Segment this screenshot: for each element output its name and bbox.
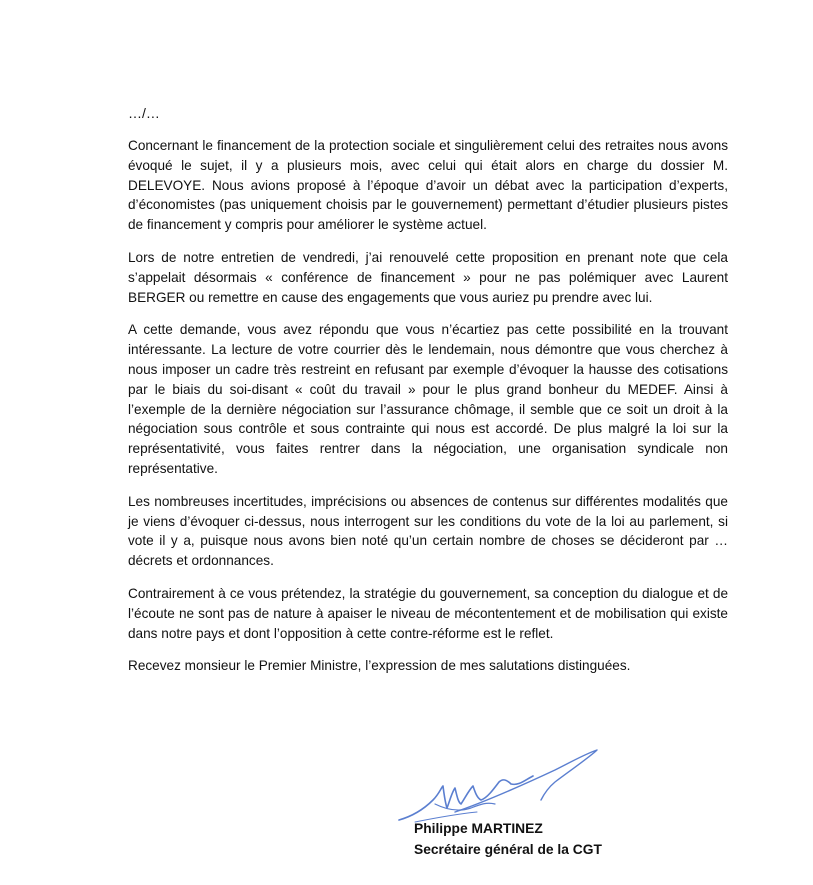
continuation-mark: …/… (128, 105, 160, 121)
paragraph-uncertainties: Les nombreuses incertitudes, imprécisions ou absences de contenus sur différentes modalités que je viens d’évoquer ci-dessus, nous interrogent sur les conditions du vote de la loi au parlement, si vote il y a, puisque nous avons bien noté qu’un certain nombre de choses se décideront par … décrets et ordonnances. (128, 493, 728, 569)
paragraph-closing: Recevez monsieur le Premier Ministre, l’expression de mes salutations distinguées. (128, 658, 631, 674)
paragraph-response: A cette demande, vous avez répondu que vous n’écartiez pas cette possibilité en la trouvant intéressante. La lecture de votre courrier dès le lendemain, nous démontre que vous cherchez à nous imposer un cadre très restreint en refusant par exemple d’évoquer la hausse des cotisations par le biais du soi-disant « coût du travail » pour le plus grand bonheur du MEDEF. Ainsi à l’exemple de la dernière négociation sur l’assurance chômage, il semble que ce soit un droit à la négociation sous contrôle et sous contrainte qui nous est accordé. De plus malgré la loi sur la représentativité, vous faites rentrer dans la négociation, une organisation syndicale non représentative. (128, 322, 728, 476)
paragraph-meeting: Lors de notre entretien de vendredi, j’ai renouvelé cette proposition en prenant note que cela s’appelait désormais « conférence de financement » pour ne pas polémiquer avec Laurent BERGER ou remettre en cause des engagements que vous auriez pu prendre avec lui. (128, 249, 728, 305)
paragraph-financing: Concernant le financement de la protection sociale et singulièrement celui des retraites nous avons évoqué le sujet, il y a plusieurs mois, avec celui qui était alors en charge du dossier M. DELEVOYE. Nous avions proposé à l’époque d’avoir un débat avec la participation d’experts, d’économistes (pas uniquement choisis par le gouvernement) permettant d’étudier plusieurs pistes de financement y compris pour améliorer le système actuel. (128, 138, 728, 233)
paragraph-strategy: Contrairement à ce vous prétendez, la stratégie du gouvernement, sa conception du dialogue et de l’écoute ne sont pas de nature à apaiser le niveau de mécontentement et de mobilisation qui existe dans notre pays et dont l’opposition à cette contre-réforme est le reflet. (128, 585, 728, 641)
signatory-title: Secrétaire général de la CGT (414, 842, 602, 857)
letter-body (128, 136, 728, 689)
signatory-name: Philippe MARTINEZ (414, 821, 543, 836)
signatory-block (414, 818, 602, 860)
